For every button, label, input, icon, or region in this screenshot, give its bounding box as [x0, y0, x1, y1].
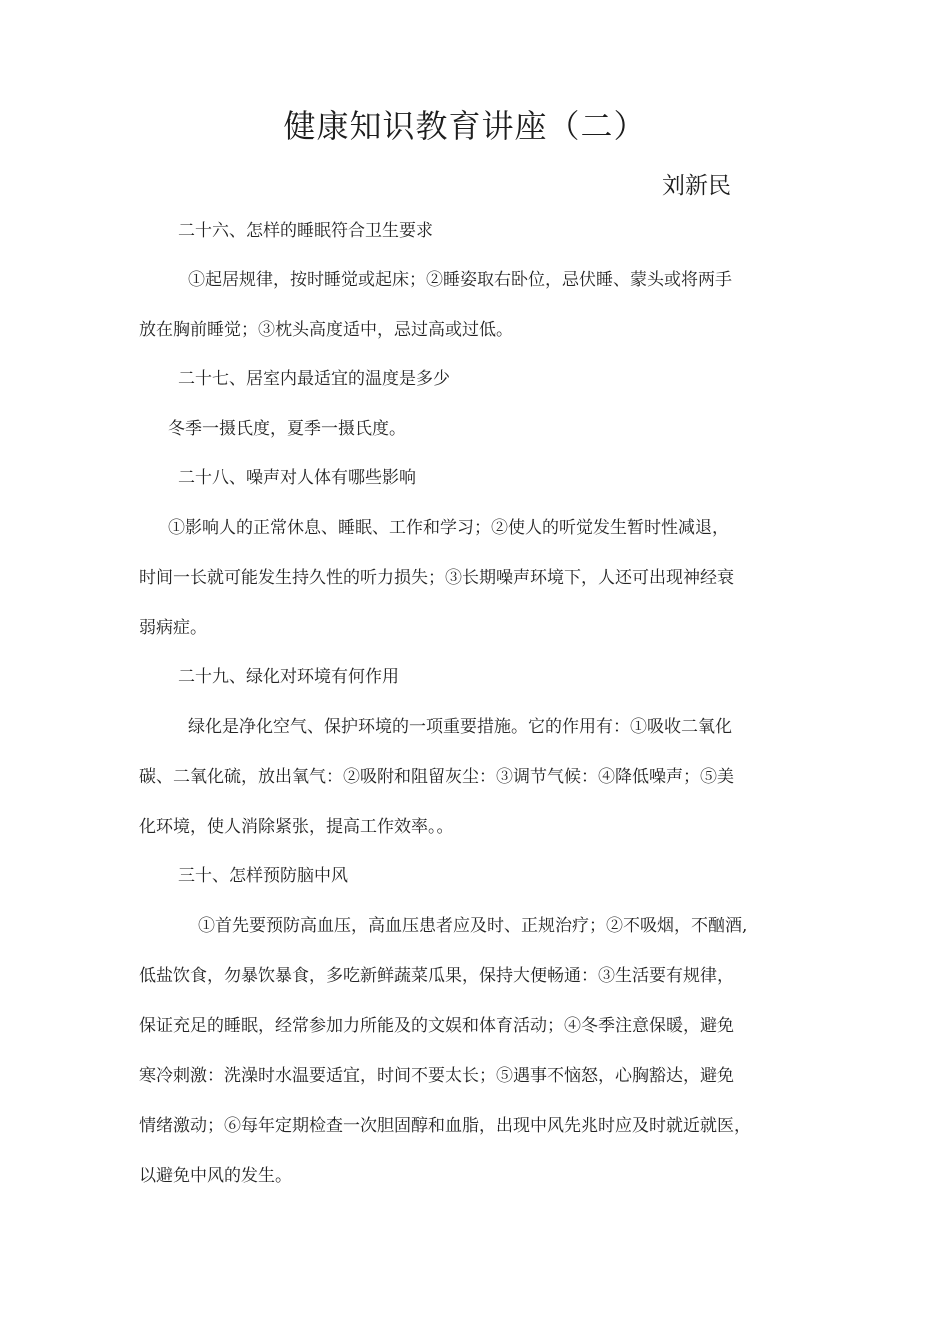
paragraph-line: 碳、二氧化硫，放出氧气：②吸附和阻留灰尘：③调节气候：④降低噪声；⑤美 [139, 767, 734, 787]
paragraph-line: ①起居规律，按时睡觉或起床；②睡姿取右卧位，忌伏睡、蒙头或将两手 [188, 270, 732, 290]
section-heading: 二十八、噪声对人体有哪些影响 [178, 468, 416, 488]
document-author: 刘新民 [662, 173, 731, 199]
paragraph-line: 化环境，使人消除紧张，提高工作效率。。 [139, 817, 454, 837]
paragraph-line: 绿化是净化空气、保护环境的一项重要措施。它的作用有：①吸收二氧化 [188, 717, 732, 737]
section-heading: 二十九、绿化对环境有何作用 [178, 667, 399, 687]
paragraph-line: 以避免中风的发生。 [139, 1166, 292, 1186]
paragraph-line: ①影响人的正常休息、睡眠、工作和学习；②使人的听觉发生暂时性减退， [168, 518, 729, 538]
paragraph-line: 时间一长就可能发生持久性的听力损失；③长期噪声环境下，人还可出现神经衰 [139, 568, 734, 588]
paragraph-line: 情绪激动；⑥每年定期检查一次胆固醇和血脂，出现中风先兆时应及时就近就医， [139, 1116, 751, 1136]
section-heading: 二十七、居室内最适宜的温度是多少 [178, 369, 450, 389]
paragraph-line: 冬季一摄氏度，夏季一摄氏度。 [168, 419, 406, 439]
paragraph-line: 保证充足的睡眠，经常参加力所能及的文娱和体育活动；④冬季注意保暖，避免 [139, 1016, 734, 1036]
paragraph-line: ①首先要预防高血压，高血压患者应及时、正规治疗；②不吸烟，不酗酒, [198, 916, 748, 936]
section-heading: 二十六、怎样的睡眠符合卫生要求 [178, 221, 433, 241]
section-heading: 三十、怎样预防脑中风 [178, 866, 348, 886]
paragraph-line: 放在胸前睡觉；③枕头高度适中，忌过高或过低。 [139, 320, 513, 340]
paragraph-line: 弱病症。 [139, 618, 207, 638]
paragraph-line: 低盐饮食，勿暴饮暴食，多吃新鲜蔬菜瓜果，保持大便畅通：③生活要有规律， [139, 966, 734, 986]
paragraph-line: 寒冷刺激：洗澡时水温要适宜，时间不要太长；⑤遇事不恼怒，心胸豁达，避免 [139, 1066, 734, 1086]
document-title: 健康知识教育讲座（二） [283, 107, 647, 145]
